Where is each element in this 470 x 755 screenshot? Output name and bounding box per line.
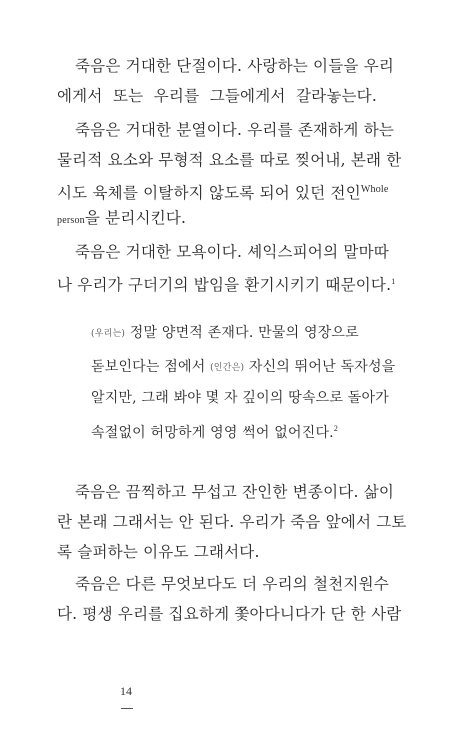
paragraph-line	[57, 272, 396, 295]
block-quote-line: 알지만, 그래 봐야 몇 자 깊이의 땅속으로 돌아가	[91, 390, 389, 406]
block-quote-line	[91, 419, 338, 443]
paragraph-line: 죽음은 거대한 단절이다. 사랑하는 이들을 우리	[75, 57, 395, 75]
line-text: 시도 육체를 이탈하지 않도록 되어 있던 전인	[57, 184, 361, 202]
bracketed-insert: (우리는)	[91, 329, 126, 339]
paragraph-line: 죽음은 끔찍하고 무섭고 잔인한 변종이다. 삶이	[75, 483, 395, 501]
line-text: 정말 양면적 존재다. 만물의 영장으로	[125, 325, 359, 341]
paragraph-line: 다. 평생 우리를 집요하게 쫓아다니다가 단 한 사람	[57, 605, 402, 623]
paragraph-line: 죽음은 다른 무엇보다도 더 우리의 철천지원수	[75, 575, 389, 593]
line-text: 속절없이 허망하게 영영 썩어 없어진다.	[91, 425, 334, 441]
line-text: 자신의 뛰어난 독자성을	[244, 359, 396, 375]
block-quote-line	[91, 323, 359, 344]
line-text: 나 우리가 구더기의 밥임을 환기시키기 때문이다.	[57, 276, 392, 294]
paragraph-line: 죽음은 거대한 분열이다. 우리를 존재하게 하는	[75, 121, 395, 139]
page-number-rule	[121, 708, 133, 709]
footnote-marker: 2	[333, 424, 339, 433]
paragraph-line: 록 슬퍼하는 이유도 그래서다.	[57, 543, 260, 561]
paragraph-line	[57, 180, 389, 203]
line-text: 돋보인다는 점에서	[91, 359, 211, 375]
footnote-marker: 1	[391, 277, 396, 286]
paragraph-line: 죽음은 거대한 모욕이다. 셰익스피어의 말마따	[75, 243, 389, 261]
line-text: 을 분리시킨다.	[84, 209, 187, 227]
superscript-word: Whole	[360, 184, 389, 195]
page-number: 14	[120, 684, 132, 698]
paragraph-line: 에게서 또는 우리를 그들에게서 갈라놓는다.	[57, 87, 377, 105]
paragraph-line: 란 본래 그래서는 안 된다. 우리가 죽음 앞에서 그토	[57, 513, 407, 531]
paragraph-line: 물리적 요소와 무형적 요소를 따로 찢어내, 본래 한	[57, 151, 402, 169]
inline-english-word: person	[57, 215, 85, 226]
bracketed-insert: (인간은)	[210, 363, 245, 373]
paragraph-line	[57, 208, 377, 231]
block-quote-line	[91, 357, 395, 378]
